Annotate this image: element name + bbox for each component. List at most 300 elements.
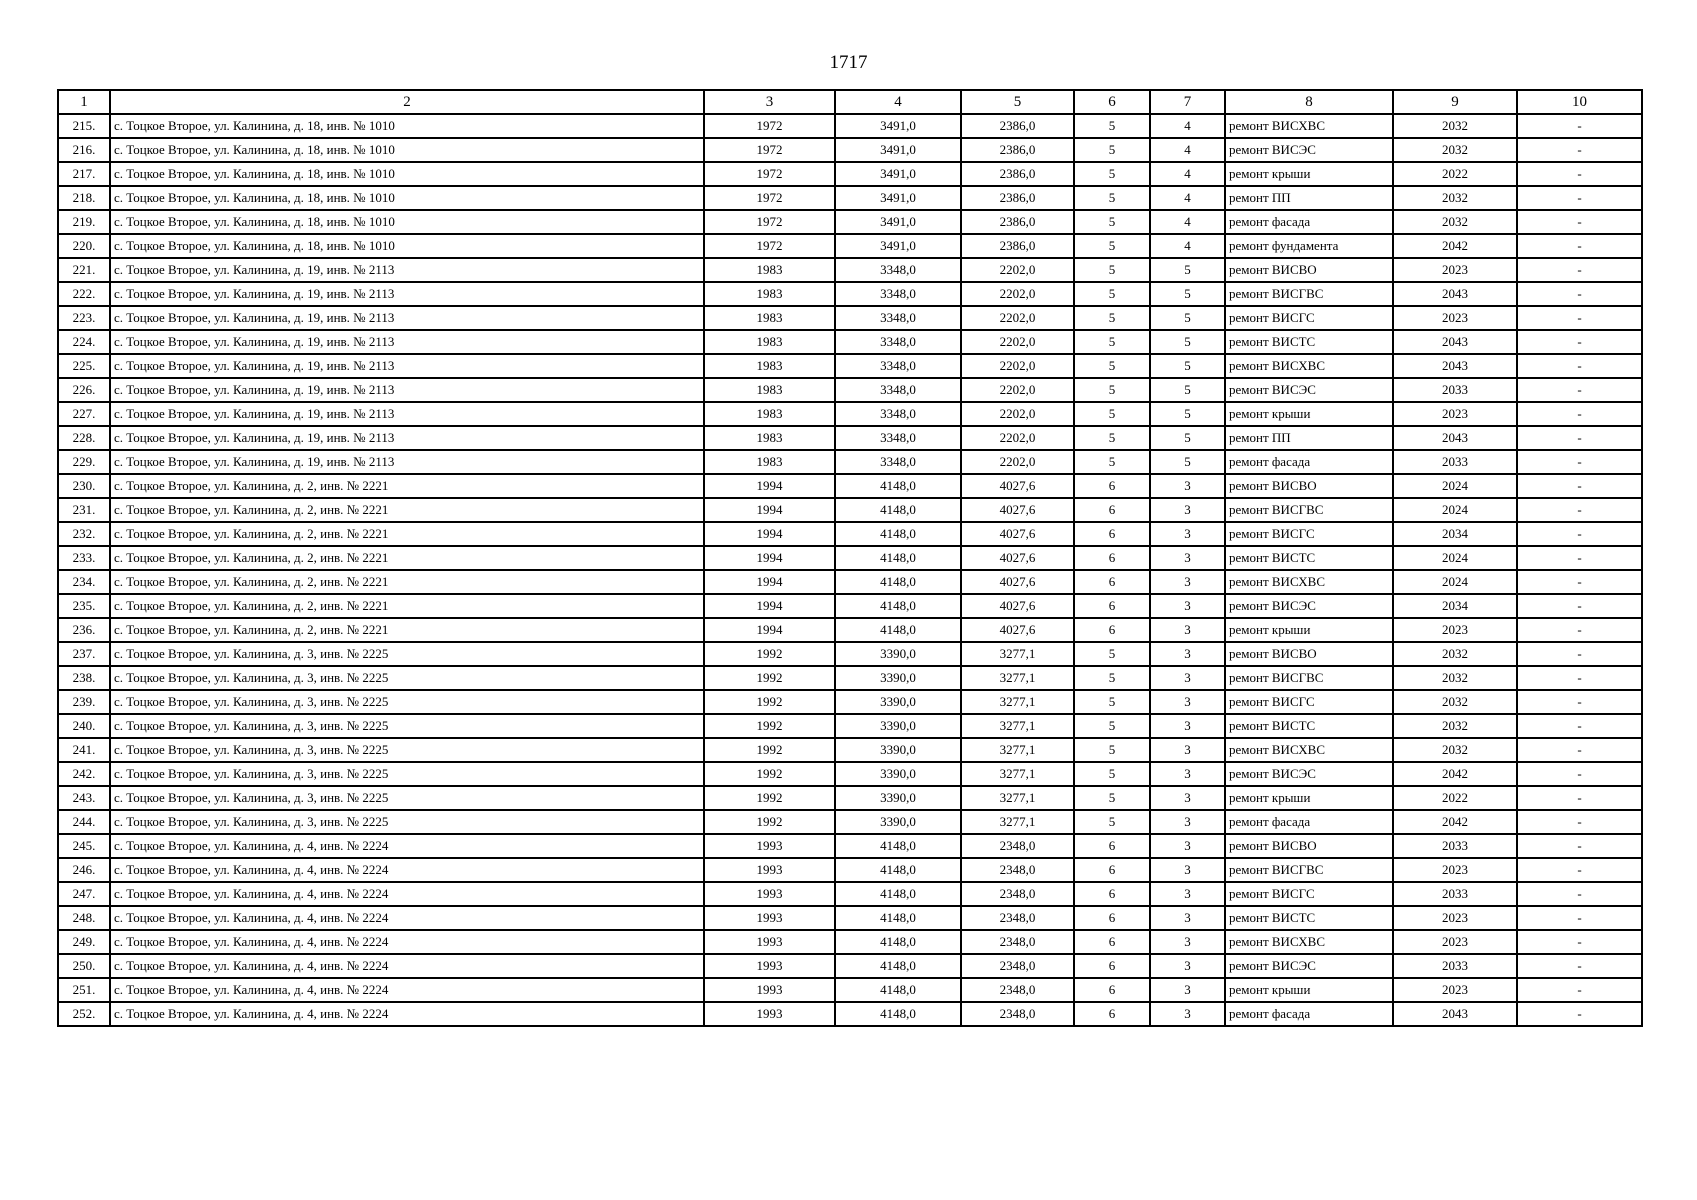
cell-note: - [1517,714,1642,738]
table-row [58,906,1642,930]
cell-work-type: ремонт ВИСТС [1225,906,1393,930]
cell-work-type: ремонт ВИСХВС [1225,738,1393,762]
cell-note: - [1517,930,1642,954]
cell-work-type: ремонт ВИСЭС [1225,138,1393,162]
cell-living-area: 2348,0 [961,930,1074,954]
cell-living-area: 2348,0 [961,978,1074,1002]
cell-address: с. Тоцкое Второе, ул. Калинина, д. 4, инв. № 2224 [110,834,704,858]
table-row [58,186,1642,210]
cell-note: - [1517,810,1642,834]
cell-work-type: ремонт фасада [1225,450,1393,474]
cell-address: с. Тоцкое Второе, ул. Калинина, д. 4, инв. № 2224 [110,906,704,930]
cell-total-area: 4148,0 [835,834,961,858]
table-row [58,810,1642,834]
cell-floors: 5 [1074,330,1150,354]
cell-note: - [1517,426,1642,450]
cell-note: - [1517,666,1642,690]
cell-year-built: 1994 [704,498,835,522]
cell-work-type: ремонт крыши [1225,786,1393,810]
table-body [58,114,1642,1026]
cell-row-number: 219. [58,210,110,234]
cell-year-built: 1992 [704,738,835,762]
cell-planned-year: 2042 [1393,810,1517,834]
cell-total-area: 3390,0 [835,690,961,714]
cell-row-number: 243. [58,786,110,810]
cell-note: - [1517,474,1642,498]
cell-address: с. Тоцкое Второе, ул. Калинина, д. 2, инв. № 2221 [110,546,704,570]
cell-note: - [1517,162,1642,186]
cell-row-number: 241. [58,738,110,762]
cell-floors: 5 [1074,714,1150,738]
cell-address: с. Тоцкое Второе, ул. Калинина, д. 4, инв. № 2224 [110,978,704,1002]
cell-total-area: 3491,0 [835,186,961,210]
cell-address: с. Тоцкое Второе, ул. Калинина, д. 19, инв. № 2113 [110,354,704,378]
cell-year-built: 1993 [704,882,835,906]
cell-entrances: 5 [1150,282,1225,306]
cell-year-built: 1972 [704,186,835,210]
cell-floors: 5 [1074,666,1150,690]
cell-entrances: 3 [1150,666,1225,690]
cell-row-number: 220. [58,234,110,258]
cell-row-number: 228. [58,426,110,450]
table-row [58,522,1642,546]
cell-total-area: 4148,0 [835,570,961,594]
cell-work-type: ремонт ВИСГВС [1225,666,1393,690]
cell-work-type: ремонт ВИСГВС [1225,858,1393,882]
table-row [58,162,1642,186]
cell-row-number: 247. [58,882,110,906]
cell-entrances: 5 [1150,258,1225,282]
table-row [58,978,1642,1002]
cell-planned-year: 2042 [1393,234,1517,258]
cell-living-area: 3277,1 [961,690,1074,714]
cell-planned-year: 2023 [1393,930,1517,954]
cell-living-area: 3277,1 [961,810,1074,834]
cell-year-built: 1983 [704,426,835,450]
cell-floors: 5 [1074,810,1150,834]
cell-planned-year: 2023 [1393,618,1517,642]
cell-row-number: 233. [58,546,110,570]
cell-address: с. Тоцкое Второе, ул. Калинина, д. 2, инв. № 2221 [110,570,704,594]
cell-row-number: 240. [58,714,110,738]
table-row [58,426,1642,450]
cell-note: - [1517,594,1642,618]
cell-entrances: 4 [1150,114,1225,138]
cell-living-area: 2348,0 [961,834,1074,858]
cell-address: с. Тоцкое Второе, ул. Калинина, д. 3, инв. № 2225 [110,786,704,810]
cell-floors: 6 [1074,834,1150,858]
cell-address: с. Тоцкое Второе, ул. Калинина, д. 19, инв. № 2113 [110,402,704,426]
cell-living-area: 4027,6 [961,546,1074,570]
cell-planned-year: 2024 [1393,546,1517,570]
cell-row-number: 217. [58,162,110,186]
table-row [58,834,1642,858]
cell-year-built: 1992 [704,714,835,738]
cell-row-number: 222. [58,282,110,306]
cell-total-area: 4148,0 [835,618,961,642]
cell-living-area: 2386,0 [961,162,1074,186]
cell-year-built: 1994 [704,474,835,498]
table-row [58,498,1642,522]
cell-entrances: 5 [1150,306,1225,330]
cell-total-area: 3491,0 [835,114,961,138]
cell-planned-year: 2022 [1393,162,1517,186]
cell-entrances: 3 [1150,546,1225,570]
cell-year-built: 1994 [704,594,835,618]
cell-address: с. Тоцкое Второе, ул. Калинина, д. 19, инв. № 2113 [110,426,704,450]
cell-row-number: 218. [58,186,110,210]
cell-work-type: ремонт ВИСВО [1225,258,1393,282]
table-row [58,114,1642,138]
cell-work-type: ремонт ВИСВО [1225,834,1393,858]
cell-note: - [1517,954,1642,978]
cell-floors: 5 [1074,354,1150,378]
cell-note: - [1517,618,1642,642]
cell-row-number: 245. [58,834,110,858]
cell-note: - [1517,186,1642,210]
cell-note: - [1517,642,1642,666]
table-row [58,258,1642,282]
cell-address: с. Тоцкое Второе, ул. Калинина, д. 2, инв. № 2221 [110,522,704,546]
cell-work-type: ремонт ВИСВО [1225,474,1393,498]
cell-work-type: ремонт ВИСХВС [1225,570,1393,594]
cell-floors: 6 [1074,978,1150,1002]
cell-planned-year: 2023 [1393,978,1517,1002]
cell-total-area: 4148,0 [835,954,961,978]
table-row [58,690,1642,714]
cell-entrances: 3 [1150,906,1225,930]
cell-row-number: 229. [58,450,110,474]
cell-year-built: 1972 [704,234,835,258]
table-row [58,738,1642,762]
cell-entrances: 3 [1150,834,1225,858]
cell-address: с. Тоцкое Второе, ул. Калинина, д. 19, инв. № 2113 [110,378,704,402]
cell-entrances: 3 [1150,954,1225,978]
column-header-6: 6 [1074,90,1150,114]
table-row [58,450,1642,474]
cell-year-built: 1994 [704,618,835,642]
cell-floors: 5 [1074,450,1150,474]
cell-year-built: 1992 [704,786,835,810]
cell-row-number: 216. [58,138,110,162]
cell-total-area: 3491,0 [835,138,961,162]
cell-living-area: 2386,0 [961,114,1074,138]
cell-floors: 6 [1074,858,1150,882]
cell-address: с. Тоцкое Второе, ул. Калинина, д. 18, инв. № 1010 [110,114,704,138]
cell-planned-year: 2024 [1393,474,1517,498]
cell-floors: 6 [1074,930,1150,954]
cell-floors: 6 [1074,906,1150,930]
cell-year-built: 1983 [704,282,835,306]
cell-floors: 6 [1074,618,1150,642]
table-row [58,234,1642,258]
cell-floors: 5 [1074,258,1150,282]
cell-row-number: 225. [58,354,110,378]
cell-floors: 5 [1074,378,1150,402]
cell-total-area: 4148,0 [835,906,961,930]
cell-entrances: 5 [1150,402,1225,426]
cell-total-area: 4148,0 [835,978,961,1002]
cell-total-area: 4148,0 [835,858,961,882]
cell-living-area: 2202,0 [961,426,1074,450]
cell-row-number: 236. [58,618,110,642]
cell-living-area: 4027,6 [961,522,1074,546]
cell-year-built: 1993 [704,858,835,882]
cell-row-number: 234. [58,570,110,594]
cell-address: с. Тоцкое Второе, ул. Калинина, д. 19, инв. № 2113 [110,258,704,282]
column-header-9: 9 [1393,90,1517,114]
cell-address: с. Тоцкое Второе, ул. Калинина, д. 3, инв. № 2225 [110,810,704,834]
cell-year-built: 1983 [704,378,835,402]
cell-floors: 5 [1074,426,1150,450]
cell-planned-year: 2023 [1393,858,1517,882]
cell-entrances: 3 [1150,810,1225,834]
cell-year-built: 1993 [704,834,835,858]
table-row [58,354,1642,378]
cell-note: - [1517,882,1642,906]
cell-work-type: ремонт ВИСТС [1225,714,1393,738]
cell-year-built: 1983 [704,258,835,282]
cell-address: с. Тоцкое Второе, ул. Калинина, д. 3, инв. № 2225 [110,690,704,714]
cell-row-number: 237. [58,642,110,666]
table-row [58,570,1642,594]
cell-work-type: ремонт крыши [1225,402,1393,426]
cell-total-area: 3348,0 [835,354,961,378]
cell-work-type: ремонт крыши [1225,978,1393,1002]
cell-living-area: 4027,6 [961,594,1074,618]
cell-total-area: 3348,0 [835,282,961,306]
cell-row-number: 232. [58,522,110,546]
cell-floors: 6 [1074,522,1150,546]
cell-total-area: 3390,0 [835,810,961,834]
cell-work-type: ремонт ВИСЭС [1225,378,1393,402]
cell-living-area: 2348,0 [961,954,1074,978]
cell-address: с. Тоцкое Второе, ул. Калинина, д. 2, инв. № 2221 [110,474,704,498]
cell-note: - [1517,978,1642,1002]
cell-row-number: 235. [58,594,110,618]
cell-planned-year: 2032 [1393,738,1517,762]
cell-year-built: 1993 [704,954,835,978]
cell-entrances: 3 [1150,762,1225,786]
cell-entrances: 3 [1150,786,1225,810]
cell-total-area: 3491,0 [835,162,961,186]
cell-row-number: 223. [58,306,110,330]
cell-entrances: 3 [1150,858,1225,882]
cell-row-number: 230. [58,474,110,498]
cell-year-built: 1992 [704,690,835,714]
cell-year-built: 1972 [704,162,835,186]
cell-work-type: ремонт ВИСГС [1225,690,1393,714]
cell-year-built: 1993 [704,906,835,930]
table-row [58,594,1642,618]
cell-row-number: 227. [58,402,110,426]
cell-address: с. Тоцкое Второе, ул. Калинина, д. 19, инв. № 2113 [110,330,704,354]
cell-planned-year: 2043 [1393,1002,1517,1026]
cell-living-area: 2202,0 [961,258,1074,282]
cell-note: - [1517,234,1642,258]
cell-entrances: 3 [1150,498,1225,522]
cell-address: с. Тоцкое Второе, ул. Калинина, д. 3, инв. № 2225 [110,666,704,690]
cell-total-area: 3348,0 [835,378,961,402]
cell-row-number: 224. [58,330,110,354]
cell-floors: 5 [1074,642,1150,666]
cell-total-area: 3390,0 [835,714,961,738]
cell-total-area: 3348,0 [835,258,961,282]
column-header-4: 4 [835,90,961,114]
cell-planned-year: 2032 [1393,138,1517,162]
cell-total-area: 4148,0 [835,930,961,954]
cell-row-number: 250. [58,954,110,978]
cell-year-built: 1993 [704,978,835,1002]
cell-entrances: 3 [1150,618,1225,642]
cell-living-area: 3277,1 [961,762,1074,786]
cell-total-area: 3390,0 [835,738,961,762]
cell-total-area: 3390,0 [835,762,961,786]
cell-total-area: 4148,0 [835,522,961,546]
page-number: 1717 [829,52,868,73]
cell-living-area: 2386,0 [961,138,1074,162]
table-row [58,954,1642,978]
cell-planned-year: 2032 [1393,666,1517,690]
cell-address: с. Тоцкое Второе, ул. Калинина, д. 18, инв. № 1010 [110,234,704,258]
cell-living-area: 2202,0 [961,354,1074,378]
cell-living-area: 2386,0 [961,186,1074,210]
table-row [58,282,1642,306]
cell-floors: 5 [1074,234,1150,258]
cell-living-area: 2348,0 [961,1002,1074,1026]
table-row [58,210,1642,234]
column-header-3: 3 [704,90,835,114]
cell-entrances: 3 [1150,570,1225,594]
cell-year-built: 1983 [704,330,835,354]
cell-floors: 5 [1074,786,1150,810]
cell-address: с. Тоцкое Второе, ул. Калинина, д. 3, инв. № 2225 [110,642,704,666]
cell-planned-year: 2033 [1393,834,1517,858]
cell-living-area: 2386,0 [961,234,1074,258]
cell-work-type: ремонт фасада [1225,1002,1393,1026]
cell-row-number: 248. [58,906,110,930]
cell-note: - [1517,1002,1642,1026]
cell-work-type: ремонт ВИСГС [1225,306,1393,330]
column-header-10: 10 [1517,90,1642,114]
cell-note: - [1517,282,1642,306]
cell-note: - [1517,498,1642,522]
cell-entrances: 4 [1150,186,1225,210]
cell-planned-year: 2023 [1393,306,1517,330]
cell-entrances: 4 [1150,162,1225,186]
cell-total-area: 4148,0 [835,546,961,570]
cell-work-type: ремонт ПП [1225,426,1393,450]
cell-living-area: 2202,0 [961,450,1074,474]
cell-planned-year: 2033 [1393,954,1517,978]
cell-total-area: 4148,0 [835,474,961,498]
cell-work-type: ремонт фундамента [1225,234,1393,258]
cell-note: - [1517,114,1642,138]
cell-year-built: 1992 [704,666,835,690]
cell-entrances: 5 [1150,426,1225,450]
cell-row-number: 246. [58,858,110,882]
cell-address: с. Тоцкое Второе, ул. Калинина, д. 18, инв. № 1010 [110,162,704,186]
cell-floors: 5 [1074,138,1150,162]
cell-floors: 5 [1074,762,1150,786]
column-header-5: 5 [961,90,1074,114]
cell-planned-year: 2024 [1393,498,1517,522]
cell-row-number: 231. [58,498,110,522]
cell-planned-year: 2034 [1393,522,1517,546]
table-row [58,546,1642,570]
table-row [58,474,1642,498]
cell-note: - [1517,378,1642,402]
cell-planned-year: 2032 [1393,186,1517,210]
cell-floors: 6 [1074,882,1150,906]
cell-note: - [1517,258,1642,282]
cell-address: с. Тоцкое Второе, ул. Калинина, д. 4, инв. № 2224 [110,858,704,882]
cell-row-number: 226. [58,378,110,402]
cell-total-area: 3348,0 [835,450,961,474]
table-row [58,378,1642,402]
cell-entrances: 3 [1150,1002,1225,1026]
cell-entrances: 3 [1150,978,1225,1002]
header-row [58,90,1642,114]
cell-row-number: 242. [58,762,110,786]
cell-year-built: 1983 [704,306,835,330]
cell-entrances: 5 [1150,354,1225,378]
cell-year-built: 1993 [704,1002,835,1026]
cell-entrances: 3 [1150,642,1225,666]
cell-address: с. Тоцкое Второе, ул. Калинина, д. 2, инв. № 2221 [110,594,704,618]
cell-address: с. Тоцкое Второе, ул. Калинина, д. 2, инв. № 2221 [110,618,704,642]
table-row [58,930,1642,954]
cell-entrances: 4 [1150,210,1225,234]
cell-entrances: 3 [1150,882,1225,906]
cell-year-built: 1994 [704,522,835,546]
cell-year-built: 1994 [704,546,835,570]
cell-address: с. Тоцкое Второе, ул. Калинина, д. 19, инв. № 2113 [110,450,704,474]
cell-entrances: 5 [1150,450,1225,474]
cell-note: - [1517,354,1642,378]
cell-total-area: 4148,0 [835,882,961,906]
cell-address: с. Тоцкое Второе, ул. Калинина, д. 3, инв. № 2225 [110,738,704,762]
cell-living-area: 2202,0 [961,330,1074,354]
cell-living-area: 3277,1 [961,666,1074,690]
cell-living-area: 3277,1 [961,714,1074,738]
cell-total-area: 3390,0 [835,642,961,666]
cell-floors: 5 [1074,306,1150,330]
cell-note: - [1517,762,1642,786]
cell-living-area: 2348,0 [961,858,1074,882]
cell-living-area: 4027,6 [961,474,1074,498]
cell-floors: 6 [1074,546,1150,570]
cell-work-type: ремонт ВИСТС [1225,330,1393,354]
cell-work-type: ремонт ВИСГВС [1225,498,1393,522]
cell-floors: 6 [1074,954,1150,978]
cell-planned-year: 2033 [1393,378,1517,402]
cell-row-number: 249. [58,930,110,954]
cell-note: - [1517,690,1642,714]
cell-total-area: 3348,0 [835,330,961,354]
cell-year-built: 1983 [704,354,835,378]
cell-year-built: 1972 [704,114,835,138]
cell-entrances: 4 [1150,138,1225,162]
cell-note: - [1517,834,1642,858]
cell-row-number: 244. [58,810,110,834]
table-row [58,138,1642,162]
cell-work-type: ремонт ВИСХВС [1225,114,1393,138]
column-header-1: 1 [58,90,110,114]
table-row [58,642,1642,666]
cell-note: - [1517,786,1642,810]
cell-entrances: 3 [1150,714,1225,738]
